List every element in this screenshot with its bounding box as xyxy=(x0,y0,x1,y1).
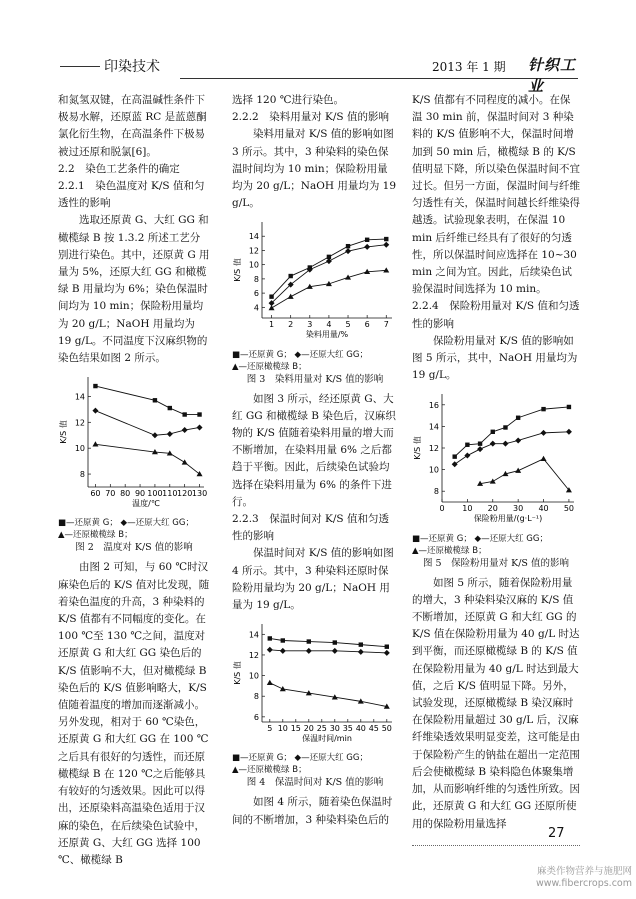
page-number: 27 xyxy=(548,826,565,841)
data-point-diamond xyxy=(152,432,158,438)
column-3 xyxy=(412,92,580,833)
y-tick-label: 8 xyxy=(253,692,259,702)
figure-legend: ■—还原黄 G； ◆—还原大红 GG； ▲—还原橄榄绿 B； xyxy=(412,533,548,556)
paragraph: K/S 值都有不同程度的减小。在保温 30 min 前，保温时间对 3 种染料的 K/S 值影响不大，保温时间增加到 50 min 后，橄榄绿 B 的 K/S 值明显下降，所以染色保温时间不宜过长。但另一方面，保温时间与纤维匀透性有关，保温时间越长纤维染得越透。试验现象表明，在保温 10 min 后纤维已经具有了很好的匀透性，所以保温时间应选择在 10~30 min 之间为宜。因此，后续染色试验保温时间选择为 10 min。 xyxy=(412,94,580,296)
x-tick-label: 1 xyxy=(269,320,275,330)
y-axis-label: K/S 值 xyxy=(413,436,422,461)
x-tick-label: 0 xyxy=(439,504,445,514)
data-point-square xyxy=(307,640,311,644)
data-point-triangle xyxy=(515,468,521,473)
x-tick-label: 40 xyxy=(538,504,549,514)
x-tick-label: 110 xyxy=(162,489,178,499)
figure-caption: 图 4 保温时间对 K/S 值的影响 xyxy=(246,777,384,789)
y-tick-label: 12 xyxy=(248,246,259,256)
series-line xyxy=(95,386,199,414)
y-tick-label: 10 xyxy=(428,466,439,476)
data-point-diamond xyxy=(515,438,521,444)
y-tick-label: 8 xyxy=(79,470,85,480)
x-tick-label: 2 xyxy=(288,320,294,330)
figure-legend: ■—还原黄 G； ◆—还原大红 GG； ▲—还原橄榄绿 B； xyxy=(232,349,368,372)
column-2 xyxy=(232,92,398,829)
legend-diamond-icon: ◆— xyxy=(294,753,310,764)
section-heading: 2.2.3 保温时间对 K/S 值和匀透性的影响 xyxy=(232,513,389,543)
data-point-diamond xyxy=(306,648,312,654)
x-tick-label: 50 xyxy=(563,504,575,514)
figure-caption: 图 2 温度对 K/S 值的影响 xyxy=(75,542,193,554)
data-point-square xyxy=(385,645,389,649)
data-point-triangle xyxy=(280,686,286,691)
data-point-diamond xyxy=(384,650,390,656)
data-point-square xyxy=(359,643,363,647)
paragraph: 保温时间对 K/S 值的影响如图 4 所示。其中，3 种染料还原时保险粉用量均为 20 g/L；NaOH 用量为 19 g/L。 xyxy=(232,547,394,612)
x-tick-label: 45 xyxy=(368,724,379,734)
section-heading: 2.2.4 保险粉用量对 K/S 值和匀透性的影响 xyxy=(412,300,580,330)
x-tick-label: 100 xyxy=(147,489,163,499)
y-tick-label: 10 xyxy=(248,671,259,681)
header-rule-right xyxy=(180,78,578,79)
data-point-triangle xyxy=(288,294,294,299)
page-header xyxy=(60,52,578,95)
data-point-diamond xyxy=(280,648,286,654)
data-point-triangle xyxy=(383,268,389,273)
legend-square-icon: ■— xyxy=(232,349,249,360)
y-tick-label: 6 xyxy=(253,289,259,299)
y-tick-label: 14 xyxy=(428,422,439,432)
figure-legend: ■—还原黄 G； ◆—还原大红 GG； ▲—还原橄榄绿 B； xyxy=(232,753,368,776)
x-axis-label: 温度/℃ xyxy=(132,499,160,509)
chart-fig3 xyxy=(232,216,398,342)
footer-rule xyxy=(412,845,580,846)
x-tick-label: 40 xyxy=(355,724,366,734)
x-tick-label: 130 xyxy=(191,489,208,499)
data-point-triangle xyxy=(267,680,273,685)
data-point-diamond xyxy=(267,647,273,653)
y-tick-label: 10 xyxy=(248,261,259,271)
paragraph: 如图 4 所示，随着染色保温时间的不断增加，3 种染料染色后的 xyxy=(232,796,393,826)
chart-fig2 xyxy=(58,371,210,511)
data-point-square xyxy=(516,416,520,420)
x-tick-label: 15 xyxy=(290,724,301,734)
data-point-diamond xyxy=(452,462,458,468)
data-point-square xyxy=(288,274,292,278)
data-point-diamond xyxy=(464,453,470,459)
chart-fig5 xyxy=(412,388,580,526)
paragraph: 和氮氢双键，在高温碱性条件下极易水解，还原蓝 RC 是蓝蒽酮氯化衍生物，在高温条件下极易被过还原和脱氯[6]。 xyxy=(58,94,207,158)
data-point-triangle xyxy=(490,479,496,484)
y-tick-label: 16 xyxy=(428,401,439,411)
data-point-square xyxy=(478,442,482,446)
x-tick-label: 80 xyxy=(120,489,131,499)
series-line xyxy=(480,459,569,490)
legend-triangle-icon: ▲— xyxy=(58,530,74,541)
data-point-square xyxy=(182,413,186,417)
x-tick-label: 20 xyxy=(303,724,314,734)
data-point-diamond xyxy=(92,408,98,414)
figure-caption: 图 5 保险粉用量对 K/S 值的影响 xyxy=(423,557,569,569)
data-point-diamond xyxy=(566,429,572,435)
x-axis-label: 保温时间/min xyxy=(302,734,352,744)
paragraph: 由图 2 可知，与 60 ℃时汉麻染色后的 K/S 值对比发现，随着染色温度的升高，3 种染料的 K/S 值都有不同幅度的变化。在 100 ℃至 130 ℃之间，温度对还原黄 G 和大红 GG 染色后的 K/S 值影响不大，但对橄榄绿 B 染色后的 K/S 值影响略大，K/S 值随着温度的增加而逐渐减小。另外发现，相对于 60 ℃染色，还原黄 G 和大红 GG 在 100 ℃之后具有很好的匀透性，而还原橄榄绿 B 在 120 ℃之后能够具有较好的匀透效果。因此可以得出，还原染料高温染色适用于汉麻的染色，在后续染色试验中，还原黄 G、大红 GG 选择 100 ℃、橄榄绿 B xyxy=(58,561,210,866)
series-line xyxy=(270,639,387,647)
data-point-diamond xyxy=(182,427,188,433)
y-axis-label: K/S 值 xyxy=(233,661,242,686)
data-point-diamond xyxy=(345,249,351,255)
data-point-triangle xyxy=(197,471,203,476)
data-point-triangle xyxy=(269,305,275,310)
data-point-triangle xyxy=(92,442,98,447)
y-tick-label: 6 xyxy=(253,713,259,723)
x-tick-label: 5 xyxy=(267,724,273,734)
data-point-square xyxy=(346,244,350,248)
legend-square-icon: ■— xyxy=(58,518,75,529)
y-tick-label: 8 xyxy=(253,275,259,285)
chart-fig4 xyxy=(232,618,398,746)
data-point-triangle xyxy=(541,456,547,461)
x-axis-label: 保险粉用量/(g·L⁻¹) xyxy=(473,514,543,524)
figure-legend: ■—还原黄 G； ◆—还原大红 GG； ▲—还原橄榄绿 B； xyxy=(58,518,194,541)
x-tick-label: 10 xyxy=(277,724,288,734)
data-point-square xyxy=(281,639,285,643)
y-tick-label: 8 xyxy=(433,487,439,497)
legend-triangle-icon: ▲— xyxy=(232,765,248,776)
x-tick-label: 120 xyxy=(177,489,193,499)
x-tick-label: 25 xyxy=(316,724,327,734)
x-tick-label: 90 xyxy=(134,489,146,499)
legend-triangle-icon: ▲— xyxy=(232,361,248,372)
y-tick-label: 12 xyxy=(248,651,259,661)
data-point-square xyxy=(93,384,97,388)
data-point-diamond xyxy=(490,441,496,447)
data-point-square xyxy=(153,398,157,402)
figure-5 xyxy=(412,388,580,570)
data-point-square xyxy=(567,405,571,409)
y-tick-label: 4 xyxy=(253,303,259,313)
x-tick-label: 4 xyxy=(326,320,332,330)
data-point-square xyxy=(197,413,201,417)
data-point-square xyxy=(268,637,272,641)
section-heading: 2.2.2 染料用量对 K/S 值的影响 xyxy=(232,111,389,124)
data-point-square xyxy=(491,430,495,434)
paragraph: 选择 120 ℃进行染色。 xyxy=(232,94,344,106)
x-tick-label: 7 xyxy=(383,320,389,330)
figure-3 xyxy=(232,216,398,386)
paragraph: 保险粉用量对 K/S 值的影响如图 5 所示，其中，NaOH 用量均为 19 g/L。 xyxy=(412,334,578,382)
x-tick-label: 10 xyxy=(462,504,473,514)
column-1 xyxy=(58,92,210,869)
series-line xyxy=(95,445,199,475)
x-tick-label: 30 xyxy=(513,504,524,514)
y-tick-label: 12 xyxy=(428,444,439,454)
data-point-square xyxy=(452,455,456,459)
y-tick-label: 14 xyxy=(248,630,259,640)
y-axis-label: K/S 值 xyxy=(233,258,242,283)
journal-logo: 针织工业 xyxy=(528,56,577,95)
section-heading: 2.2.1 染色温度对 K/S 值和匀透性的影响 xyxy=(58,180,205,210)
data-point-diamond xyxy=(383,242,389,248)
paragraph: 如图 5 所示，随着保险粉用量的增大，3 种染料染汉麻的 K/S 值不断增加，还原黄 G 和大红 GG 的 K/S 值在保险粉用量为 40 g/L 时达到平衡，而还原橄榄绿 B 的 K/S 值在保险粉用量为 40 g/L 时达到最大值，之后 K/S 值明显下降。另外，试验发现，还原橄榄绿 B 染汉麻时在保险粉用量超过 30 g/L 后，汉麻纤维染透效果明显变差，这可能是由于保险粉产生的钠盐在超出一定范围后会使橄榄绿 B 染料隐色体聚集增加，从而影响纤维的匀透性所致。因此，还原黄 G 和大红 GG 还原所使用的保险粉用量选择 xyxy=(412,576,580,830)
x-axis-label: 染料用量/% xyxy=(305,330,349,340)
data-point-square xyxy=(269,295,273,299)
paragraph: 如图 3 所示，经还原黄 G、大红 GG 和橄榄绿 B 染色后，汉麻织物的 K/S 值随着染料用量的增大而不断增加，在染料用量 6% 之后都趋于平衡。因此，后续染色试验均选择在染料用量为 6% 的条件下进行。 xyxy=(232,392,396,508)
x-tick-label: 6 xyxy=(364,320,370,330)
journal-section-title: 印染技术 xyxy=(104,59,160,75)
data-point-diamond xyxy=(167,431,173,437)
data-point-diamond xyxy=(358,649,364,655)
x-tick-label: 5 xyxy=(345,320,351,330)
data-point-square xyxy=(365,238,369,242)
figure-4 xyxy=(232,618,398,790)
issue-label: 2013 年 1 期 xyxy=(432,60,506,74)
legend-diamond-icon: ◆— xyxy=(294,349,310,360)
legend-triangle-icon: ▲— xyxy=(412,545,428,556)
legend-square-icon: ■— xyxy=(412,533,429,544)
data-point-square xyxy=(168,406,172,410)
x-tick-label: 35 xyxy=(342,724,353,734)
legend-square-icon: ■— xyxy=(232,753,249,764)
paragraph: 选取还原黄 G、大红 GG 和橄榄绿 B 按 1.3.2 所述工艺分别进行染色。其中，还原黄 G 用量为 5%，还原大红 GG 和橄榄绿 B 用量均为 6%；染色保温时间均为 10 min；保险粉用量均为 20 g/L；NaOH 用量均为 19 g/L。不同温度下汉麻织物的染色结果如图 2 所示。 xyxy=(58,214,210,365)
data-point-square xyxy=(503,426,507,430)
x-tick-label: 30 xyxy=(329,724,340,734)
data-point-diamond xyxy=(502,441,508,447)
data-point-square xyxy=(333,641,337,645)
paragraph: 染料用量对 K/S 值的影响如图 3 所示。其中，3 种染料的染色保温时间均为 10 min；保险粉用量均为 20 g/L；NaOH 用量均为 19 g/L。 xyxy=(232,128,397,210)
data-point-triangle xyxy=(182,460,188,465)
series-line xyxy=(455,432,569,464)
data-point-square xyxy=(465,443,469,447)
legend-diamond-icon: ◆— xyxy=(120,518,136,529)
data-point-diamond xyxy=(197,425,203,431)
x-tick-label: 50 xyxy=(381,724,392,734)
figure-2 xyxy=(58,371,210,555)
y-tick-label: 14 xyxy=(74,392,85,402)
series-line xyxy=(270,683,387,707)
data-point-diamond xyxy=(332,648,338,654)
data-point-diamond xyxy=(364,244,370,250)
x-tick-label: 60 xyxy=(90,489,101,499)
data-point-square xyxy=(384,237,388,241)
header-rule-left xyxy=(60,66,100,67)
figure-caption: 图 3 染料用量对 K/S 值的影响 xyxy=(246,373,384,385)
y-tick-label: 10 xyxy=(74,444,85,454)
x-tick-label: 70 xyxy=(105,489,116,499)
legend-diamond-icon: ◆— xyxy=(474,533,490,544)
data-point-diamond xyxy=(541,430,547,436)
y-tick-label: 12 xyxy=(74,418,85,428)
data-point-diamond xyxy=(477,447,483,453)
section-heading: 2.2 染色工艺条件的确定 xyxy=(58,162,180,175)
watermark: 麻类作物营养与施肥网 www.fibercrops.com xyxy=(535,866,632,889)
x-tick-label: 20 xyxy=(487,504,498,514)
y-tick-label: 14 xyxy=(248,232,259,242)
y-axis-label: K/S 值 xyxy=(59,420,68,445)
series-line xyxy=(270,650,387,653)
series-line xyxy=(455,407,569,457)
data-point-square xyxy=(541,407,545,411)
x-tick-label: 3 xyxy=(307,320,313,330)
